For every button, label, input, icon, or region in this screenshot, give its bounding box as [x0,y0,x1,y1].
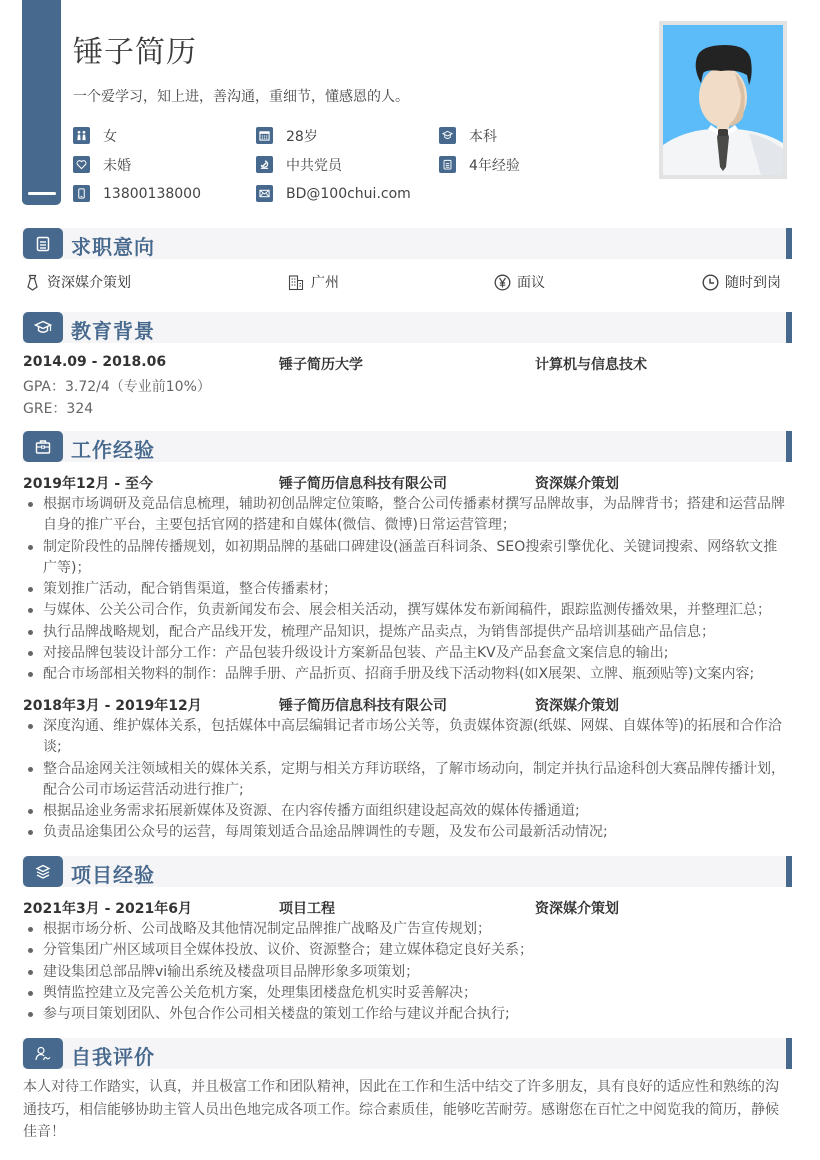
section-accent [786,431,792,462]
list-item: 参与项目策划团队、外包合作公司相关楼盘的策划工作给与建议并配合执行; [23,1004,788,1025]
building-icon [288,274,305,291]
graduation-icon [439,127,456,144]
section-accent [786,1038,792,1069]
work-company: 锤子简历信息科技有限公司 [279,698,447,714]
project-name: 项目工程 [279,901,335,917]
education-gre: GRE：324 [23,401,94,417]
education-major: 计算机与信息技术 [535,357,647,373]
info-gender [73,126,256,146]
work-duties-list [23,716,788,844]
self-evaluation-text: 本人对待工作踏实，认真，并且极富工作和团队精神，因此在工作和生活中结交了许多朋友，具有良好的适应性和熟练的沟通技巧，相信能够协助主管人员出色地完成各项工作。综合素质佳，能够吃苦耐劳。感谢您在百忙之中阅览我的简历，静候佳音！ [23,1079,779,1140]
list-item: 根据市场调研及竞品信息梳理，辅助初创品牌定位策略，整合公司传播素材撰写品牌故事，为品牌背书；搭建和运营品牌自身的推广平台，主要包括官网的搭建和自媒体(微信、微博)日常运营管理； [23,494,788,537]
layers-icon [23,856,63,887]
list-item: 建设集团总部品牌vi输出系统及楼盘项目品牌形象多项策划； [23,962,788,983]
intent-availability-text: 随时到岗 [725,275,781,291]
section-accent [786,856,792,887]
work-role: 资深媒介策划 [535,698,619,714]
party-emblem-icon [256,156,273,173]
education-entry-header [23,354,783,374]
work-role: 资深媒介策划 [535,476,619,492]
education-school: 锤子简历大学 [279,357,363,373]
intent-salary-text: 面议 [517,275,545,291]
heart-icon [73,156,90,173]
clock-icon [702,274,719,291]
calendar-icon [256,127,273,144]
work-entry-header [23,473,783,493]
list-item: 根据市场分析、公司战略及其他情况制定品牌推广战略及广告宣传规划； [23,919,788,940]
section-header-education [22,312,792,343]
intent-position-text: 资深媒介策划 [47,275,131,291]
personal-info [73,121,633,208]
section-header-intent [22,228,792,259]
list-item: 与媒体、公关公司合作，负责新闻发布会、展会相关活动，撰写媒体发布新闻稿件，跟踪监测传播效果，并整理汇总； [23,600,788,621]
job-intent [22,272,784,294]
resume-motto: 一个爱学习，知上进，善沟通，重细节，懂感恩的人。 [73,89,409,105]
avatar-illustration [663,25,783,175]
work-duties-list [23,494,788,686]
section-title: 教育背景 [71,319,155,343]
list-item: 对接品牌包装设计部分工作：产品包装升级设计方案新品包装、产品主KV及产品套盒文案信息的输出; [23,643,788,664]
politics-text: 中共党员 [286,157,342,174]
email-text[interactable]: BD@100chui.com [286,185,411,202]
clipboard-icon [439,156,456,173]
tie-icon [24,274,41,291]
email-icon [256,185,273,202]
list-item: 执行品牌战略规划，配合产品线开发，梳理产品知识，提炼产品卖点，为销售部提供产品培训基础产品信息； [23,622,788,643]
info-marital [73,155,256,175]
work-period: 2019年12月 - 至今 [23,476,154,492]
intent-salary [494,272,545,292]
section-accent [786,228,792,259]
project-duties-list [23,919,788,1025]
info-phone [73,185,256,202]
list-item: 根据品途业务需求拓展新媒体及资源、在内容传播方面组织建设起高效的媒体传播通道; [23,801,788,822]
section-title: 项目经验 [71,863,155,887]
age-text: 28岁 [286,128,318,145]
resume-name: 锤子简历 [73,35,197,70]
work-entry-header [23,695,783,715]
list-item: 策划推广活动，配合销售渠道，整合传播素材； [23,579,788,600]
work-period: 2018年3月 - 2019年12月 [23,698,202,714]
section-title: 求职意向 [71,235,155,259]
user-sign-icon [23,1038,63,1069]
info-degree [439,126,622,146]
work-company: 锤子简历信息科技有限公司 [279,476,447,492]
project-role: 资深媒介策划 [535,901,619,917]
list-item: 配合市场部相关物料的制作：品牌手册、产品折页、招商手册及线下活动物料(如X展架、立牌、瓶颈贴等)文案内容; [23,664,788,685]
education-period: 2014.09 - 2018.06 [23,354,167,370]
info-row [73,121,633,150]
info-experience [439,155,622,175]
phone-text[interactable]: 13800138000 [103,185,201,202]
list-item: 舆情监控建立及完善公关危机方案，处理集团楼盘危机实时妥善解决； [23,983,788,1004]
intent-position [24,272,131,292]
section-header-projects [22,856,792,887]
experience-text: 4年经验 [469,157,520,174]
info-email [256,185,439,202]
section-header-work [22,431,792,462]
intent-availability [702,272,781,292]
gender-icon [73,127,90,144]
intent-city [288,272,339,292]
section-header-self-eval [22,1038,792,1069]
intent-city-text: 广州 [311,275,339,291]
marital-text: 未婚 [103,157,131,174]
project-entry-header [23,898,783,918]
clipboard-icon [23,228,63,259]
info-row [73,179,633,208]
project-period: 2021年3月 - 2021年6月 [23,901,192,917]
degree-text: 本科 [469,128,497,145]
gender-text: 女 [103,128,117,145]
list-item: 整合品途网关注领域相关的媒体关系，定期与相关方拜访联络，了解市场动向，制定并执行品途科创大赛品牌传播计划，配合公司市场运营活动进行推广; [23,759,788,802]
header-accent-bar [22,0,61,205]
list-item: 分管集团广州区域项目全媒体投放、议价、资源整合；建立媒体稳定良好关系； [23,940,788,961]
list-item: 负责品途集团公众号的运营，每周策划适合品途品牌调性的专题，及发布公司最新活动情况; [23,822,788,843]
graduation-cap-icon [23,312,63,343]
list-item: 制定阶段性的品牌传播规划，如初期品牌的基础口碑建设(涵盖百科词条、SEO搜索引擎优化、关键词搜索、网络软文推广等)； [23,537,788,580]
education-gpa: GPA：3.72/4（专业前10%） [23,379,211,395]
yuan-icon [494,274,511,291]
phone-icon [73,185,90,202]
section-title: 工作经验 [71,438,155,462]
info-age [256,126,439,146]
list-item: 深度沟通、维护媒体关系，包括媒体中高层编辑记者市场公关等，负责媒体资源(纸媒、网媒、自媒体等)的拓展和合作洽谈; [23,716,788,759]
avatar [659,21,787,179]
info-politics [256,155,439,175]
section-accent [786,312,792,343]
info-row [73,150,633,179]
section-title: 自我评价 [71,1045,155,1069]
briefcase-icon [23,431,63,462]
accent-bar-line [28,192,56,195]
